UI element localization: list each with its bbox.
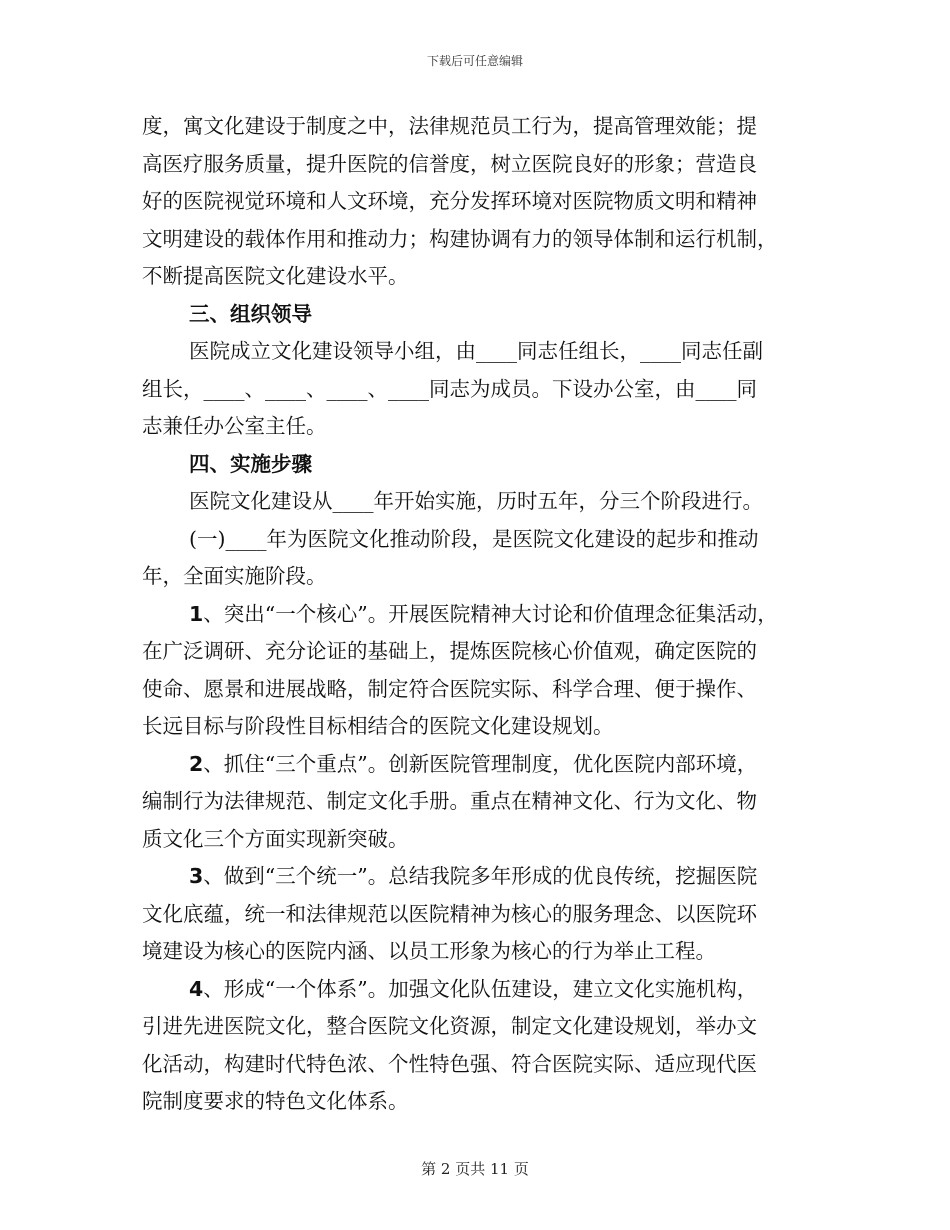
item-text: 、抓住“三个重点”。创新医院管理制度，优化医院内部环境， — [203, 751, 758, 776]
item-text: 、做到“三个统一”。总结我院多年形成的优良传统，挖掘医院 — [203, 864, 758, 888]
paragraph-line: 不断提高医院文化建设水平。 — [142, 264, 409, 288]
list-item-4 — [142, 971, 822, 1009]
item-text: 、形成“一个体系”。加强文化队伍建设，建立文化实施机构， — [203, 976, 758, 1001]
paragraph-line: 医院文化建设从____年开始实施，历时五年，分三个阶段进行。 — [189, 489, 763, 513]
paragraph-line: 年，全面实施阶段。 — [142, 564, 327, 588]
item-text: 、突出“一个核心”。开展医院精神大讨论和价值理念征集活动， — [203, 601, 778, 626]
item-number: 3 — [189, 864, 204, 888]
paragraph-line: 医院成立文化建设领导小组，由____同志任组长，____同志任副 — [189, 339, 763, 363]
paragraph-line: 文明建设的载体作用和推动力；构建协调有力的领导体制和运行机制， — [142, 226, 778, 251]
paragraph-line: 在广泛调研、充分论证的基础上，提炼医院核心价值观，确定医院的 — [142, 639, 757, 663]
paragraph-line: 境建设为核心的医院内涵、以员工形象为核心的行为举止工程。 — [142, 939, 716, 963]
paragraph-line: 引进先进医院文化，整合医院文化资源，制定文化建设规划，举办文 — [142, 1014, 757, 1038]
document-body — [142, 108, 822, 1121]
paragraph-line: 长远目标与阶段性目标相结合的医院文化建设规划。 — [142, 714, 614, 738]
item-number: 1 — [189, 601, 204, 626]
paragraph-line: 院制度要求的特色文化体系。 — [142, 1089, 409, 1113]
section-heading-organization: 三、组织领导 — [189, 301, 312, 326]
list-item-3 — [142, 858, 822, 896]
list-item-1 — [142, 596, 822, 634]
paragraph-line: 组长，____、____、____、____同志为成员。下设办公室，由____同 — [142, 376, 757, 401]
page-number-footer: 第 2 页共 11 页 — [421, 1160, 529, 1178]
list-item-2 — [142, 746, 822, 784]
paragraph-line: 度，寓文化建设于制度之中，法律规范员工行为，提高管理效能；提 — [142, 114, 757, 138]
paragraph-line: 志兼任办公室主任。 — [142, 414, 327, 438]
paragraph-line: 化活动，构建时代特色浓、个性特色强、符合医院实际、适应现代医 — [142, 1051, 757, 1076]
paragraph-line: 质文化三个方面实现新突破。 — [142, 826, 409, 851]
item-number: 4 — [189, 976, 204, 1001]
item-number: 2 — [189, 751, 204, 776]
paragraph-line: 好的医院视觉环境和人文环境，充分发挥环境对医院物质文明和精神 — [142, 189, 757, 213]
section-heading-implementation: 四、实施步骤 — [189, 451, 312, 476]
paragraph-line: 编制行为法律规范、制定文化手册。重点在精神文化、行为文化、物 — [142, 789, 757, 813]
paragraph-line: 使命、愿景和进展战略，制定符合医院实际、科学合理、便于操作、 — [142, 676, 757, 701]
paragraph-line: 高医疗服务质量，提升医院的信誉度，树立医院良好的形象；营造良 — [142, 151, 757, 176]
page-header: 下载后可任意编辑 — [426, 54, 523, 68]
paragraph-line: 文化底蕴，统一和法律规范以医院精神为核心的服务理念、以医院环 — [142, 901, 757, 926]
paragraph-line: (一)____年为医院文化推动阶段，是医院文化建设的起步和推动 — [189, 526, 759, 551]
